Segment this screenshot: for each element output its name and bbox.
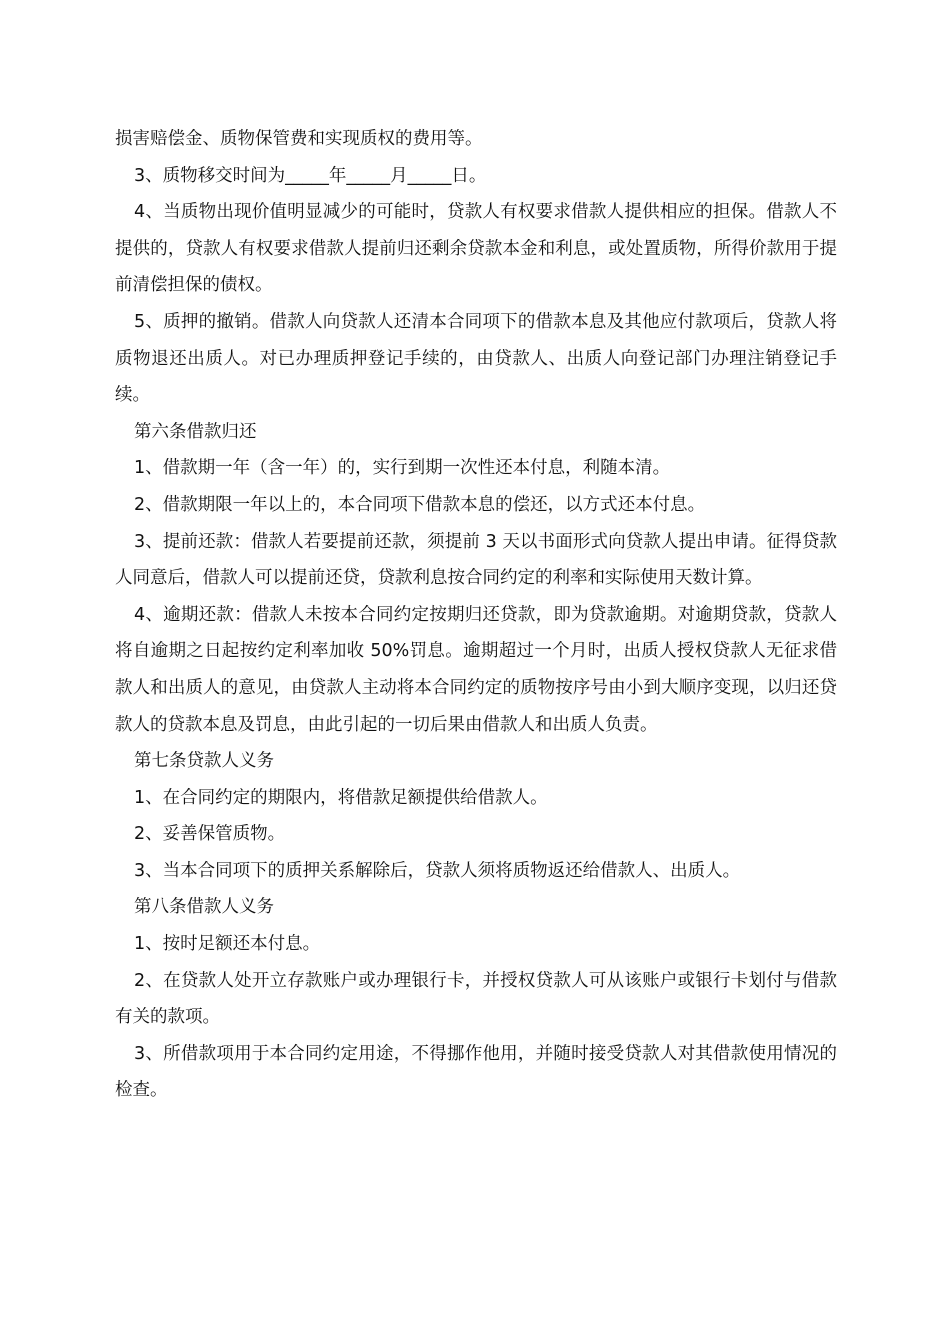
paragraph-early-repayment: 3、提前还款：借款人若要提前还款，须提前 3 天以书面形式向贷款人提出申请。征得贷款人同意后，借款人可以提前还贷，贷款利息按合同约定的利率和实际使用天数计算。 (115, 531, 837, 589)
paragraph-repayment-1: 1、借款期一年（含一年）的，实行到期一次性还本付息，利随本清。 (134, 458, 671, 479)
paragraph-lender-duty-2: 2、妥善保管质物。 (134, 824, 286, 845)
paragraph-lender-duty-1: 1、在合同约定的期限内，将借款足额提供给借款人。 (134, 787, 548, 808)
paragraph-repayment-2: 2、借款期限一年以上的，本合同项下借款本息的偿还，以方式还本付息。 (134, 494, 706, 515)
paragraph-lender-duty-3: 3、当本合同项下的质押关系解除后，贷款人须将质物返还给借款人、出质人。 (134, 860, 741, 881)
section-heading-article-6: 第六条借款归还 (134, 421, 257, 442)
paragraph-pledge-transfer-time: 3、质物移交时间为_____年_____月_____日。 (134, 165, 487, 186)
paragraph-borrower-duty-2: 2、在贷款人处开立存款账户或办理银行卡，并授权贷款人可从该账户或银行卡划付与借款有关的款项。 (115, 970, 837, 1028)
paragraph-overdue-repayment: 4、逾期还款：借款人未按本合同约定按期归还贷款，即为贷款逾期。对逾期贷款，贷款人将自逾期之日起按约定利率加收 50%罚息。逾期超过一个月时，出质人授权贷款人无征求借款人和出质人的意见，由贷款人主动将本合同约定的质物按序号由小到大顺序变现，以归还贷款人的贷款本息及罚息，由此引起的一切后果由借款人和出质人负责。 (115, 604, 837, 735)
paragraph-pledge-value-decrease: 4、当质物出现价值明显减少的可能时，贷款人有权要求借款人提供相应的担保。借款人不提供的，贷款人有权要求借款人提前归还剩余贷款本金和利息，或处置质物，所得价款用于提前清偿担保的债权。 (115, 202, 837, 296)
paragraph-borrower-duty-1: 1、按时足额还本付息。 (134, 934, 321, 955)
section-heading-article-8: 第八条借款人义务 (134, 897, 274, 918)
paragraph-continuation: 损害赔偿金、质物保管费和实现质权的费用等。 (115, 129, 483, 149)
paragraph-borrower-duty-3: 3、所借款项用于本合同约定用途，不得挪作他用，并随时接受贷款人对其借款使用情况的检查。 (115, 1043, 837, 1101)
section-heading-article-7: 第七条贷款人义务 (134, 751, 274, 772)
document-body (115, 121, 837, 1109)
paragraph-pledge-revocation: 5、质押的撤销。借款人向贷款人还清本合同项下的借款本息及其他应付款项后，贷款人将质物退还出质人。对已办理质押登记手续的，由贷款人、出质人向登记部门办理注销登记手续。 (115, 311, 837, 406)
